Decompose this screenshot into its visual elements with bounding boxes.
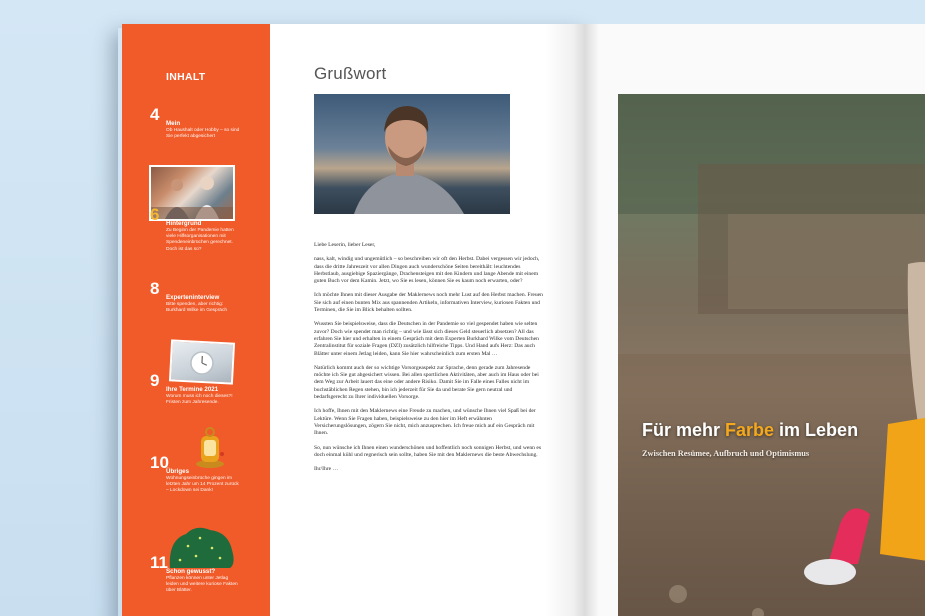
toc-number: 9 <box>150 371 160 390</box>
toc-item-desc: Ob Haushalt oder Hobby – so sind Sie perfekt abgesichert <box>166 128 240 140</box>
cover-headline <box>642 420 858 441</box>
toc-item-4[interactable] <box>150 106 240 140</box>
toc-item-title: Experteninterview <box>166 294 220 301</box>
toc-item-9[interactable] <box>150 372 240 406</box>
toc-number: 11 <box>150 553 168 572</box>
cover-subline: Zwischen Resümee, Aufbruch und Optimismus <box>642 449 810 458</box>
portrait-image-icon <box>314 94 510 214</box>
toc-item-desc: Worum muss ich noch dieses?! Fristen zum Jahresende. <box>166 394 233 406</box>
left-page <box>122 24 585 616</box>
toc-number: 4 <box>150 105 160 124</box>
child-outdoor-image-icon <box>618 94 925 616</box>
letter-salutation: Liebe Leserin, lieber Leser, <box>314 242 376 248</box>
toc-item-title: Hintergrund <box>166 220 202 227</box>
toc-item-desc: Zu Beginn der Pandemie hatten viele Hilfsorganisationen mit Spendeneinbrüchen gerechnet. Doch ist das so? <box>166 228 234 252</box>
toc-item-6[interactable] <box>150 206 240 253</box>
letter-paragraph: Natürlich kommt auch der so wichtige Vorsorgeaspekt zur Sprache, denn gerade zum Jahresende möchte ich Sie gut abgesichert wissen. Bei allen sportlichen Aktivitäten, aber auch im Haus oder bei dem Weg zur Arbeit lauert das eine oder andere Risiko. Damit Sie im Falle eines Falles nicht im buchstäblichen Regen stehen, bin ich jederzeit für Sie da und berate Sie gern neutral und bedarfsgerecht zu Ihrer individuellen Vorsorge. <box>314 364 539 401</box>
spine-shade <box>585 24 599 616</box>
toc-item-11[interactable] <box>150 554 240 595</box>
author-photo <box>314 94 510 214</box>
letter-paragraph: Wussten Sie beispielsweise, dass die Deutschen in der Pandemie so viel gespendet haben wie selten zuvor? Doch wie spendet man richtig – und wie lässt sich dieses Geld steuerlich absetzen? All das erfahren Sie hier und erhalten in einem Gespräch mit dem Experten Burkhard Wilke vom Deutschen Zentralinstitut für soziale Fragen (DZI) zusätzlich hilfreiche Tipps. Und Hand aufs Herz: Das auch Blätter unter einem Jetlag leiden, kann Sie hier wahrscheinlich zum ersten Mal … <box>314 321 539 357</box>
toc-item-title: Übriges <box>166 468 190 475</box>
letter-heading: Grußwort <box>314 64 387 83</box>
toc-item-title: Ihre Termine 2021 <box>166 386 219 393</box>
page-gutter <box>545 24 585 616</box>
toc-number: 10 <box>150 453 169 472</box>
letter-paragraph: Ich möchte Ihnen mit dieser Ausgabe der Maklernews noch mehr Lust auf den Herbst machen. Freuen Sie sich auf einen bunten Mix aus spannenden Artikeln, informativen Interview, kuriosen Fakten und Terminen, die Sie im Blick behalten sollten. <box>314 292 543 314</box>
toc-item-8[interactable] <box>150 280 240 314</box>
headline-accent: Farbe <box>725 420 775 440</box>
cover-photo <box>618 94 925 616</box>
toc-item-title: Schon gewusst? <box>166 568 216 575</box>
toc-item-desc: Wohnungseinbrüche gingen im letzten Jahr um 14 Prozent zurück – Lockdown sei Dank! <box>166 476 239 494</box>
letter-paragraph: So, nun wünsche ich Ihnen einen wunderschönen und hoffentlich noch sonnigen Herbst, und wenn es doch einmal kühl und regnerisch sein sollte, haben Sie mit den Maklernews die beste Abwechslung. <box>314 444 542 458</box>
toc-item-desc: Pflanzen können unter Jetlag leiden und weitere kuriose Fakten über Blätter. <box>166 576 238 594</box>
letter-paragraph: Ich hoffe, Ihnen mit den Maklernews eine Freude zu machen, und wünsche Ihnen viel Spaß bei der Lektüre. Wenn Sie Fragen haben, beispielsweise zu den hier im Heft erwähnten Versicherungslösungen, zögern Sie nicht, mich anzusprechen. Ich freue mich auf ein Gespräch mit Ihnen. <box>314 408 536 437</box>
headline-text: Für mehr <box>642 420 726 440</box>
letter-body <box>314 242 544 480</box>
toc-number: 6 <box>150 205 160 224</box>
letter-paragraph: nass, kalt, windig und ungemütlich – so beschreiben wir oft den Herbst. Dabei vergessen wir jedoch, dass die dritte Jahreszeit vor allen Dingen auch wunderschöne Seiten bereithält: leuchtendes Herbstlaub, ausgiebige Spaziergänge, Drachensteigen mit den Kindern und lange Abende mit einem guten Buch vor dem Kamin. Jetzt, wo Sie es lesen, können Sie es kaum noch erwarten, oder? <box>314 256 540 285</box>
toc-title: INHALT <box>166 71 206 83</box>
toc-sidebar <box>122 24 270 616</box>
toc-number: 8 <box>150 279 160 298</box>
right-page <box>585 24 925 616</box>
headline-text: im Leben <box>774 420 859 440</box>
toc-item-title: Mein <box>166 120 181 127</box>
toc-item-desc: Bitte spenden, aber richtig: Burkhard Wilke im Gespräch <box>166 302 228 314</box>
letter-closing: Ihr/Ihre … <box>314 466 339 473</box>
toc-item-10[interactable] <box>150 454 240 495</box>
